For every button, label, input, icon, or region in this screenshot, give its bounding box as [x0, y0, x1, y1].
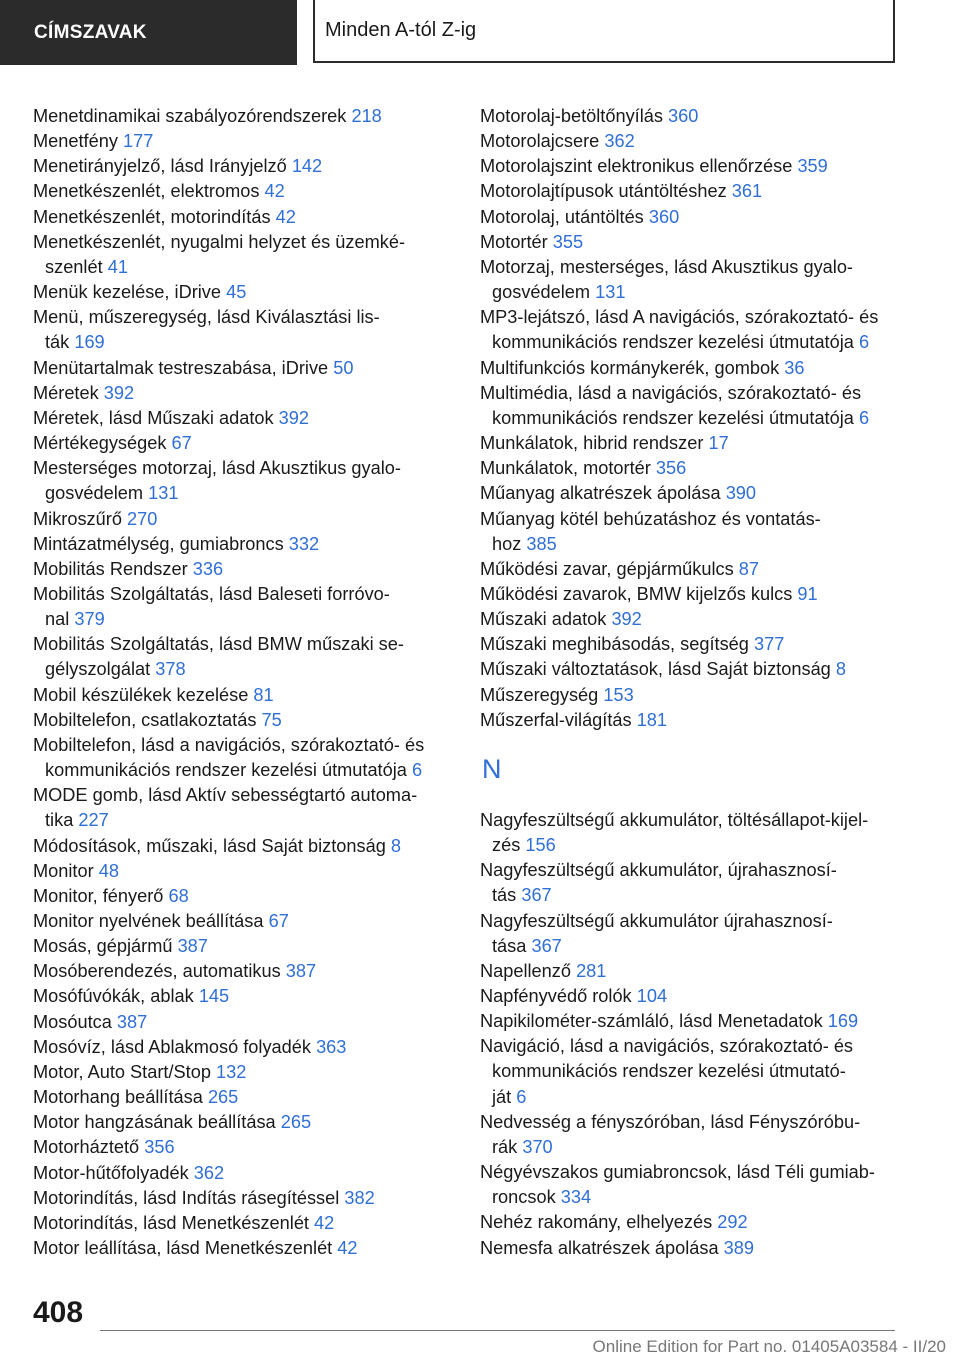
index-entry: [33, 381, 443, 406]
index-column-right: [480, 104, 900, 1261]
entry-text: Multimédia, lásd a navigációs, szórakoztató- és kommunikációs rendszer kezelési útmutatója: [480, 382, 862, 428]
entry-text: Menetkészenlét, elektromos: [33, 181, 260, 202]
index-entry: [480, 909, 900, 959]
index-entry: [480, 1160, 900, 1210]
index-entry: [480, 708, 900, 733]
entry-text: MODE gomb, lásd Aktív sebességtartó automa- tika: [33, 785, 418, 831]
page-link[interactable]: 363: [316, 1036, 347, 1057]
index-entry: [33, 1236, 443, 1261]
index-entry: [33, 406, 443, 431]
entry-text: Mikroszűrő: [33, 508, 122, 529]
page-link[interactable]: 153: [603, 684, 634, 705]
index-entry: [480, 632, 900, 657]
index-entry: [480, 356, 900, 381]
page-link[interactable]: 270: [127, 508, 158, 529]
index-entry: [480, 858, 900, 908]
entry-text: Mosóutca: [33, 1011, 112, 1032]
index-entry: [480, 582, 900, 607]
page-link[interactable]: 392: [103, 382, 135, 403]
index-entry: [33, 356, 443, 381]
page-link[interactable]: 292: [717, 1212, 748, 1233]
page-link[interactable]: 17: [708, 433, 729, 454]
page-link[interactable]: 75: [261, 709, 282, 730]
page-link[interactable]: 392: [611, 609, 642, 630]
entry-text: Motorindítás, lásd Indítás rásegítéssel: [33, 1187, 340, 1208]
entry-text: Mesterséges motorzaj, lásd Akusztikus gyalo- gosvédelem: [33, 458, 401, 504]
page-link[interactable]: 6: [516, 1086, 527, 1107]
page-link[interactable]: 36: [784, 357, 805, 378]
index-entry: [33, 104, 443, 129]
entry-text: Mobil készülékek kezelése: [33, 684, 249, 705]
page-link[interactable]: 227: [78, 810, 109, 831]
page-link[interactable]: 177: [123, 131, 154, 152]
index-entry: [33, 1161, 443, 1186]
index-entry: [480, 456, 900, 481]
entry-text: Mértékegységek: [33, 433, 167, 454]
entry-text: Motor hangzásának beállítása: [33, 1112, 276, 1133]
entry-text: Mosóberendezés, automatikus: [33, 961, 281, 982]
entry-text: Monitor nyelvének beállítása: [33, 911, 264, 931]
page-link[interactable]: 48: [98, 860, 119, 881]
entry-text: Napellenző: [480, 960, 571, 981]
index-entry: [480, 305, 900, 355]
entry-text: Mosás, gépjármű: [33, 936, 173, 957]
index-entry: [33, 456, 443, 506]
entry-text: Motorolaj, utántöltés: [480, 206, 644, 227]
entry-text: Motor-hűtőfolyadék: [33, 1162, 189, 1183]
entry-text: Nehéz rakomány, elhelyezés: [480, 1212, 713, 1233]
page-link[interactable]: 169: [827, 1011, 859, 1032]
index-entry: [480, 683, 900, 708]
entry-text: Méretek, lásd Műszaki adatok: [33, 407, 274, 428]
index-entry: [480, 431, 900, 456]
page-link[interactable]: 67: [268, 911, 289, 931]
index-entry: [33, 1135, 443, 1160]
page-link[interactable]: 387: [177, 936, 208, 957]
page-link[interactable]: 131: [148, 483, 179, 504]
entry-text: Monitor: [33, 860, 94, 881]
index-entry: [33, 959, 443, 984]
page-link[interactable]: 361: [731, 181, 763, 202]
page-link[interactable]: 6: [858, 332, 870, 353]
page-link[interactable]: 360: [668, 106, 699, 126]
index-entry: [33, 280, 443, 305]
index-entry: [480, 808, 900, 858]
entry-text: Működési zavar, gépjárműkulcs: [480, 558, 734, 579]
entry-text: Nagyfeszültségű akkumulátor, töltésállapot-kijel- zés: [480, 809, 869, 856]
index-entry: [480, 129, 900, 154]
page-link[interactable]: 42: [337, 1238, 358, 1259]
index-entry: [480, 481, 900, 506]
entry-text: Módosítások, műszaki, lásd Saját biztonság: [33, 835, 386, 856]
page-link[interactable]: 389: [723, 1237, 754, 1258]
entry-text: Munkálatok, motortér: [480, 458, 651, 479]
page-link[interactable]: 41: [107, 256, 128, 277]
page-link[interactable]: 336: [192, 558, 224, 579]
page-link[interactable]: 392: [278, 407, 310, 428]
page-link[interactable]: 45: [226, 282, 247, 303]
entry-text: Menetdinamikai szabályozórendszerek: [33, 106, 347, 126]
index-entry: [33, 129, 443, 154]
entry-text: Műanyag kötél behúzatáshoz és vontatás- hoz: [480, 508, 821, 554]
entry-text: Méretek: [33, 382, 99, 403]
page-link[interactable]: 265: [207, 1087, 239, 1108]
index-entry: [33, 582, 443, 632]
entry-text: Mosófúvókák, ablak: [33, 986, 194, 1007]
breadcrumb-label: Minden A-tól Z-ig: [325, 19, 477, 41]
entry-text: Mobilitás Szolgáltatás, lásd Baleseti forróvo- nal: [33, 583, 390, 630]
page-link[interactable]: 8: [390, 835, 401, 856]
index-entry: [33, 632, 443, 682]
index-entry: [33, 1035, 443, 1060]
index-entry: [33, 909, 443, 934]
entry-text: Munkálatok, hibrid rendszer: [480, 433, 704, 454]
index-entry: [33, 532, 443, 557]
page-link[interactable]: 377: [753, 634, 785, 655]
index-entry: [480, 154, 900, 179]
index-entry: [480, 557, 900, 582]
index-entry: [33, 733, 443, 783]
entry-text: Motor leállítása, lásd Menetkészenlét: [33, 1238, 333, 1259]
index-entry: [33, 708, 443, 733]
index-entry: [480, 1034, 900, 1109]
page-link[interactable]: 332: [288, 533, 320, 554]
entry-text: Mobiltelefon, csatlakoztatás: [33, 709, 257, 730]
entry-text: Mobiltelefon, lásd a navigációs, szórakoztató- és kommunikációs rendszer kezelési útmutatója: [33, 734, 425, 781]
index-entry: [33, 1186, 443, 1211]
index-entry: [33, 834, 443, 859]
entry-text: Motorindítás, lásd Menetkészenlét: [33, 1212, 309, 1233]
index-entry: [33, 1211, 443, 1236]
index-entry: [33, 1010, 443, 1035]
index-entry: [480, 255, 900, 305]
entry-text: Napikilométer-számláló, lásd Menetadatok: [480, 1011, 823, 1032]
entry-text: Motor, Auto Start/Stop: [33, 1061, 211, 1082]
page-link[interactable]: 359: [797, 156, 828, 177]
index-entry: [33, 1085, 443, 1110]
entry-text: Navigáció, lásd a navigációs, szórakoztató- és kommunikációs rendszer kezelési útmutató- ját: [480, 1036, 854, 1107]
entry-text: Menü, műszeregység, lásd Kiválasztási lis- ták: [33, 307, 380, 353]
index-entry: [33, 783, 443, 833]
page-number: 408: [33, 1296, 84, 1329]
entry-text: Menütartalmak testreszabása, iDrive: [33, 357, 329, 378]
index-entry: [33, 305, 443, 355]
entry-text: Menetirányjelző, lásd Irányjelző: [33, 156, 287, 177]
entry-text: Napfényvédő rolók: [480, 986, 632, 1006]
page-link[interactable]: 367: [521, 885, 552, 906]
index-entry: [33, 431, 443, 456]
entry-text: Műszaki meghibásodás, segítség: [480, 634, 749, 655]
entry-text: Motorhang beállítása: [33, 1087, 203, 1108]
index-entry: [480, 381, 900, 431]
page-link[interactable]: 334: [560, 1187, 592, 1208]
page-link[interactable]: 356: [144, 1137, 175, 1158]
breadcrumb: [313, 0, 895, 63]
entry-text: Motorolaj-betöltőnyílás: [480, 106, 663, 126]
page-link[interactable]: 6: [858, 407, 870, 428]
entry-text: Nedvesség a fényszóróban, lásd Fényszóróbu- rák: [480, 1111, 861, 1157]
entry-text: Műanyag alkatrészek ápolása: [480, 483, 721, 504]
entry-text: Motorháztető: [33, 1137, 140, 1158]
index-column-left: [33, 104, 443, 1261]
page-link[interactable]: 382: [344, 1187, 375, 1208]
index-entry: [480, 657, 900, 682]
index-entry: [33, 1110, 443, 1135]
entry-text: Menük kezelése, iDrive: [33, 282, 222, 303]
index-entry: [480, 1009, 900, 1034]
index-entry: [33, 205, 443, 230]
entry-text: Motorzaj, mesterséges, lásd Akusztikus gyalo- gosvédelem: [480, 256, 853, 303]
index-entry: [480, 179, 900, 204]
entry-text: Mintázatmélység, gumiabroncs: [33, 533, 284, 554]
page-link[interactable]: 42: [314, 1212, 335, 1233]
entry-text: Nagyfeszültségű akkumulátor újrahasznosí- tása: [480, 910, 833, 956]
page-link[interactable]: 169: [74, 332, 105, 353]
entry-text: Működési zavarok, BMW kijelzős kulcs: [480, 583, 793, 604]
page-link[interactable]: 42: [264, 181, 285, 202]
index-entry: [480, 104, 900, 129]
entry-text: Nagyfeszültségű akkumulátor, újrahasznosí- tás: [480, 860, 837, 906]
index-entry: [33, 1060, 443, 1085]
page-link[interactable]: 362: [193, 1162, 225, 1183]
page-link[interactable]: 378: [155, 659, 186, 680]
page-link[interactable]: 360: [648, 206, 680, 227]
page-link[interactable]: 356: [655, 458, 687, 479]
page-link[interactable]: 218: [351, 106, 382, 126]
index-entry: [33, 179, 443, 204]
index-entry: [33, 984, 443, 1009]
index-entry: [33, 557, 443, 582]
index-entry: [480, 984, 900, 1009]
entry-text: Motorolajszint elektronikus ellenőrzése: [480, 156, 793, 177]
entry-text: Műszeregység: [480, 684, 599, 705]
index-entry: [33, 934, 443, 959]
index-entry: [480, 230, 900, 255]
entry-text: MP3-lejátszó, lásd A navigációs, szórakoztató- és kommunikációs rendszer kezelési útmutatója: [480, 307, 879, 353]
page-link[interactable]: 145: [198, 986, 230, 1007]
entry-text: Műszaki változtatások, lásd Saját biztonság: [480, 659, 831, 680]
entry-text: Motorolajtípusok utántöltéshez: [480, 181, 727, 202]
section-title: CÍMSZAVAK: [34, 21, 147, 43]
index-entry: [33, 683, 443, 708]
page-link[interactable]: 379: [74, 609, 105, 630]
page-link[interactable]: 50: [333, 357, 354, 378]
page-link[interactable]: 385: [526, 533, 557, 554]
page-link[interactable]: 8: [835, 659, 846, 680]
index-list-m: [480, 104, 900, 733]
entry-text: Menetkészenlét, nyugalmi helyzet és üzemké- szenlét: [33, 231, 406, 277]
entry-text: Nemesfa alkatrészek ápolása: [480, 1237, 719, 1258]
entry-text: Multifunkciós kormánykerék, gombok: [480, 357, 780, 378]
page-link[interactable]: 367: [531, 935, 562, 956]
entry-text: Négyévszakos gumiabroncsok, lásd Téli gumiab- roncsok: [480, 1162, 875, 1208]
index-entry: [480, 507, 900, 557]
page-link[interactable]: 142: [291, 156, 323, 177]
entry-text: Menetkészenlét, motorindítás: [33, 206, 271, 227]
entry-text: Mobilitás Szolgáltatás, lásd BMW műszaki se- gélyszolgálat: [33, 634, 404, 680]
page-link[interactable]: 87: [738, 558, 760, 579]
edition-note: Online Edition for Part no. 01405A03584 - II/20: [592, 1337, 946, 1356]
entry-text: Menetfény: [33, 131, 118, 152]
page-link[interactable]: 6: [411, 760, 423, 781]
entry-text: Műszerfal-világítás: [480, 709, 632, 730]
footer-divider: [100, 1330, 895, 1331]
section-tab[interactable]: [0, 0, 297, 65]
entry-text: Monitor, fényerő: [33, 885, 164, 906]
page-link[interactable]: 104: [636, 986, 668, 1006]
entry-text: Motorolajcsere: [480, 131, 600, 152]
page-link[interactable]: 362: [604, 131, 635, 152]
index-entry: [33, 884, 443, 909]
page-link[interactable]: 42: [275, 206, 296, 227]
page-link[interactable]: 68: [168, 885, 189, 906]
page-link[interactable]: 355: [552, 231, 584, 252]
page-link[interactable]: 387: [285, 961, 317, 982]
entry-text: Mosóvíz, lásd Ablakmosó folyadék: [33, 1036, 311, 1057]
section-letter: N: [482, 753, 502, 784]
page-link[interactable]: 181: [636, 709, 668, 730]
page-link[interactable]: 91: [797, 583, 818, 604]
index-entry: [33, 507, 443, 532]
index-entry: [33, 154, 443, 179]
index-entry: [480, 959, 900, 984]
index-entry: [480, 1210, 900, 1235]
page-link[interactable]: 81: [253, 684, 274, 705]
page-link[interactable]: 67: [171, 433, 192, 454]
index-entry: [480, 1236, 900, 1261]
page-link[interactable]: 390: [725, 483, 757, 504]
index-entry: [33, 859, 443, 884]
index-entry: [33, 230, 443, 280]
index-entry: [480, 607, 900, 632]
index-entry: [480, 205, 900, 230]
page-link[interactable]: 156: [525, 835, 556, 856]
page-link[interactable]: 281: [576, 960, 607, 981]
entry-text: Műszaki adatok: [480, 609, 607, 630]
entry-text: Mobilitás Rendszer: [33, 558, 188, 579]
page-link[interactable]: 387: [116, 1011, 148, 1032]
page-link[interactable]: 370: [522, 1136, 553, 1157]
page-link[interactable]: 132: [216, 1061, 247, 1082]
entry-text: Motortér: [480, 231, 548, 252]
page-link[interactable]: 265: [280, 1112, 312, 1133]
index-entry: [480, 1110, 900, 1160]
page-link[interactable]: 131: [595, 282, 626, 303]
header: [0, 0, 895, 65]
index-list-n: [480, 808, 900, 1261]
